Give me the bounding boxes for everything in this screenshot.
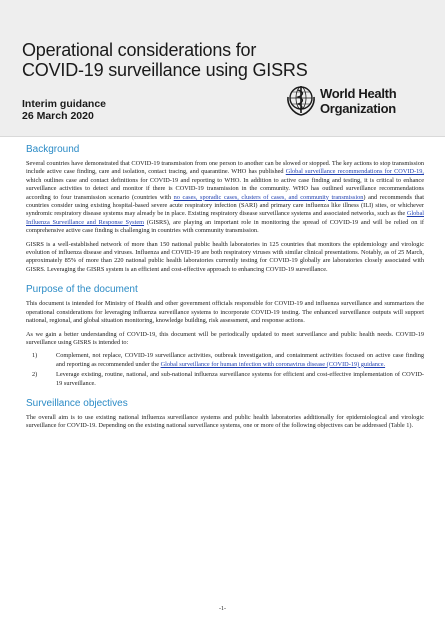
section-objectives	[26, 398, 424, 431]
purpose-paragraph-1: This document is intended for Ministry of Health and other government officials responsible for COVID-19 and influenza surveillance and summarizes the operational considerations for leveraging influenza surveillance systems to incorporate COVID-19 testing. The enhanced surveillance outputs will support national, regional, and global situation monitoring, knowledge building, risk assessment, and response actions.	[26, 300, 424, 325]
document-date: 26 March 2020	[22, 110, 94, 122]
link-gisrs[interactable]: Global Influenza Surveillance and Response System	[26, 210, 424, 226]
objectives-paragraph-1: The overall aim is to use existing national influenza surveillance systems and public health laboratories additionally for epidemiological and virologic surveillance for COVID-19. Depending on the existing national surveillance systems, one or more of the following objectives can be addressed (Table 1).	[26, 413, 424, 430]
who-wordmark: World Health Organization	[320, 86, 397, 116]
purpose-list	[26, 352, 424, 388]
section-heading-background: Background	[26, 144, 80, 155]
link-global-surveillance-guidance[interactable]: Global surveillance for human infection with coronavirus disease (COVID-19) guidance.	[160, 360, 386, 368]
section-purpose	[26, 284, 424, 388]
section-heading-purpose: Purpose of the document	[26, 284, 138, 296]
list-item: 1) Complement, not replace, COVID-19 surveillance activities, outbreak investigation, and containment activities focused on active case finding and reporting as recommended under the Global surveillance for human infection with coronavirus disease (COVID-19) guidance.	[32, 352, 424, 368]
document-title: Operational considerations for COVID-19 surveillance using GISRS	[22, 40, 308, 80]
guidance-type: Interim guidance	[22, 98, 107, 110]
section-heading-objectives: Surveillance objectives	[26, 397, 128, 409]
page-number: -1-	[219, 606, 226, 612]
background-paragraph-2: GISRS is a well-established network of more than 150 national public health laboratories in 125 countries that monitors the epidemiology and virologic evolution of influenza disease and viruses. Influenza and COVID-19 are both respiratory viruses with similar clinical presentations. Notably, as of 25 March, approximately 85% of more than 220 national public health laboratories currently testing for COVID-19 globally are laboratories closely associated with GISRS. Leveraging the GISRS system is an efficient and cost-effective approach to enhancing COVID-19 surveillance.	[26, 240, 424, 273]
who-logo	[284, 83, 434, 123]
document-body	[26, 144, 424, 436]
link-transmission-scenarios[interactable]: no cases, sporadic cases, clusters of cases, and community transmission	[173, 193, 364, 201]
background-paragraph-1: Several countries have demonstrated that COVID-19 transmission from one person to another can be slowed or stopped. The key actions to stop transmission include active case finding, care and isolation, contact tracing, and quarantine. WHO has published Global surveillance recommendations for COVID-19, which outlines case and contact definitions for COVID-19 and reporting to WHO. In addition to active case finding and testing, it is critical to enhance surveillance activities to detect and monitor if there is COVID-19 transmission in the community. WHO has outlined surveillance recommendations according to four transmission scenario (countries with no cases, sporadic cases, clusters of cases, and community transmission) and recommends that countries consider using existing hospital-based severe acute respiratory infection (SARI) and primary care influenza like illness (ILI) sites, or whichever syndromic respiratory disease systems may already be in place. Existing respiratory disease surveillance systems and associated networks, such as the Global Influenza Surveillance and Response System (GISRS), are playing an important role in monitoring the spread of COVID-19 and will be relied on if comprehensive active case finding is challenging in countries with community transmission.	[26, 160, 425, 235]
purpose-paragraph-2: As we gain a better understanding of COVID-19, this document will be periodically updated to meet surveillance and public health needs. COVID-19 surveillance using GISRS is intended to:	[26, 330, 424, 346]
link-global-surveillance-recommendations[interactable]: Global surveillance recommendations for COVID-19,	[285, 168, 425, 176]
section-background	[26, 144, 424, 274]
list-item: 2) Leverage existing, routine, national, and sub-national influenza surveillance systems for efficient and cost-effective implementation of COVID-19 surveillance.	[32, 371, 424, 387]
who-emblem-icon	[284, 83, 318, 117]
document-subtitle	[22, 98, 106, 122]
header-banner	[0, 0, 445, 137]
